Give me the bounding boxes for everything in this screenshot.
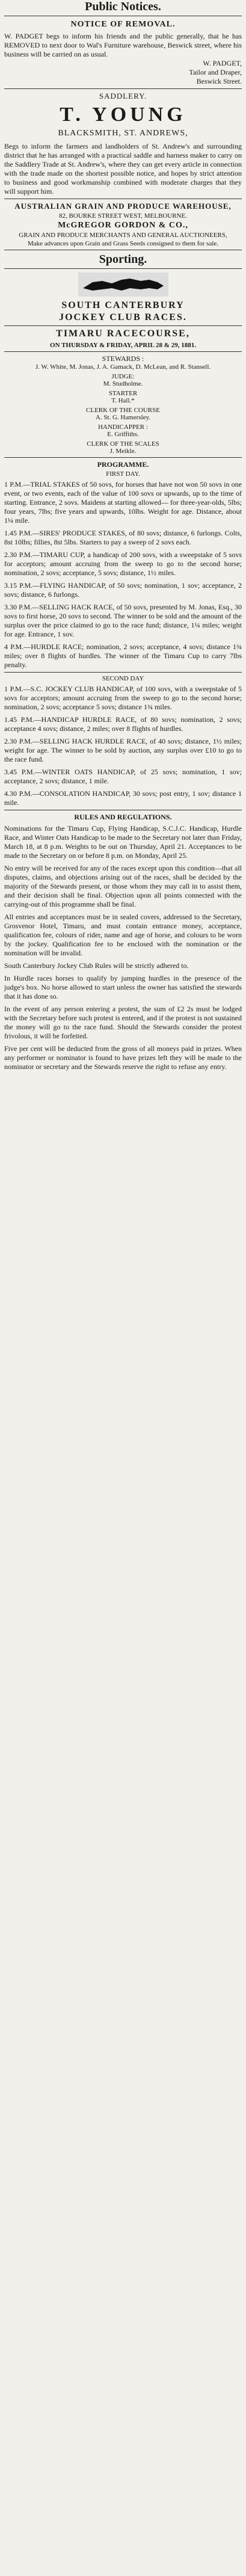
rule-2: No entry will be received for any of the races except upon this condition—that all disputes, claims, and objections arising out of the races, shall be decided by the majority of the Stewards present, or those whom they may call in to assist them, and their decision shall be final. Objection upon all points connected with the carrying-out of this programme shall be final. — [4, 864, 242, 908]
event-day1-6: 4 P.M.—HURDLE RACE; nomination, 2 sovs; acceptance, 4 sovs; distance 1¾ miles; over 8 flights of hurdles. The winner of the Timaru Cup to carry 7lbs penalty. — [4, 642, 242, 669]
scales-name: J. Meikle. — [109, 448, 137, 455]
starter-name: T. Hall.* — [111, 397, 135, 404]
rule-3: All entries and acceptances must be in sealed covers, addressed to the Secretary, Grosvenor Hotel, Timaru, and must contain entrance money, acceptance, qualification fee, colours of rider, name and age of horse, and colours to be worn by the jockey. Qualification fee to be enclosed with the nomination or the nomination will be invalid. — [4, 913, 242, 957]
judge-name: M. Studholme. — [103, 380, 143, 387]
removal-signature-3: Beswick Street. — [196, 77, 242, 85]
handicapper-heading: HANDICAPPER : — [98, 424, 148, 431]
racehorse-icon — [78, 273, 168, 297]
divider — [4, 351, 242, 352]
section-header-public-notices: Public Notices. — [85, 0, 161, 13]
programme-heading: PROGRAMME. — [97, 460, 149, 469]
event-day1-1: 1 P.M.—TRIAL STAKES of 50 sovs, for horses that have not won 50 sovs in one event, or two events, each of the value of 100 sovs or upwards, up to the time of starting. Entrance, 2 sovs. Maidens at starting allowed— for three-year-olds, 5lbs; four years, 7lbs; five years and upwards, 10lbs. Weight for age. Distance, about 1¼ mile. — [4, 480, 242, 525]
grain-line-1: AUSTRALIAN GRAIN AND PRODUCE WAREHOUSE, — [14, 202, 232, 211]
divider — [4, 457, 242, 458]
event-day1-5: 3.30 P.M.—SELLING HACK RACE, of 50 sovs, presented by M. Jonas, Esq., 30 sovs to first horse, 20 sovs to second. The winner to be sold and the amount of the surplus over the price claimed to go to the race fund; distance, 1¼ miles; weight for age. Entrance, 1 sov. — [4, 603, 242, 638]
removal-signature-2: Tailor and Draper, — [189, 68, 242, 76]
stewards-heading: STEWARDS : — [102, 354, 144, 363]
saddlery-subtitle: BLACKSMITH, ST. ANDREWS, — [58, 129, 188, 138]
rule-5: In Hurdle races horses to qualify by jumping hurdles in the presence of the judge's box. No horse allowed to start unless the owner has satisfied the stewards that it has done so. — [4, 974, 242, 1000]
saddlery-title: SADDLERY. — [99, 91, 147, 100]
race-venue: TIMARU RACECOURSE, — [56, 328, 190, 339]
event-day2-4: 3.45 P.M.—WINTER OATS HANDICAP, of 25 sovs; nomination, 1 sov; acceptance, 2 sovs; distance, 1 mile. — [4, 768, 242, 785]
grain-line-4: GRAIN AND PRODUCE MERCHANTS AND GENERAL AUCTIONEERS, — [19, 232, 227, 239]
grain-line-3: McGREGOR GORDON & CO., — [58, 221, 188, 230]
scales-heading: CLERK OF THE SCALES — [87, 440, 159, 448]
event-day2-3: 2.30 P.M.—SELLING HACK HURDLE RACE, of 40 sovs; distance, 1½ miles; weight for age. The winner to be sold by auction, any surplus over £10 to go to the race fund. — [4, 737, 242, 763]
starter-heading: STARTER — [108, 390, 138, 397]
event-day1-3: 2.30 P.M.—TIMARU CUP, a handicap of 200 sovs, with a sweepstake of 5 sovs for acceptors; amount accruing from the sweep to go to the second horse; nomination, 2 sovs; acceptance, 5 sovs; distance, 1½ miles. — [4, 550, 242, 577]
divider — [4, 325, 242, 326]
racehorse-logo — [4, 273, 242, 297]
rules-heading: RULES AND REGULATIONS. — [74, 813, 172, 821]
stewards-names: J. W. White, M. Jonas, J. A. Gamack, D. McLean, and R. Stansell. — [35, 363, 211, 371]
race-date: ON THURSDAY & FRIDAY, APRIL 28 & 29, 1881. — [50, 342, 196, 349]
clerk-name: A. St. G. Hamersley. — [95, 414, 151, 421]
event-day1-4: 3.15 P.M.—FLYING HANDICAP, of 50 sovs; nomination, 1 sov; acceptance, 2 sovs; distance, 6 furlongs. — [4, 581, 242, 599]
clerk-heading: CLERK OF THE COURSE — [86, 407, 160, 414]
race-title-1: SOUTH CANTERBURY — [61, 300, 185, 310]
handicapper-name: E. Griffiths. — [107, 431, 139, 438]
removal-signature-1: W. PADGET, — [203, 59, 242, 67]
event-day2-2: 1.45 P.M.—HANDICAP HURDLE RACE, of 80 sovs; nomination, 2 sovs; acceptance 4 sovs; distance, 2 miles; over 8 flights of hurdles. — [4, 715, 242, 733]
grain-line-2: 82, BOURKE STREET WEST, MELBOURNE. — [59, 212, 187, 220]
saddlery-body: Begs to inform the farmers and landholders of St. Andrew's and surrounding district that he has arranged with a practical saddle and harness maker to carry on the Saddlery Trade at St. Andrew's, where they can get every article in connection with the trade made on the shortest possible notice, and hopes by strict attention to business and good workmanship combined with moderate charges that they will support him. — [4, 142, 242, 196]
rule-6: In the event of any person entering a protest, the sum of £2 2s must be lodged with the Secretary before such protest is entered, and if the protest is not sustained the money will go to the race fund. Should the Stewards consider the protest frivolous, it will be forfeited. — [4, 1005, 242, 1040]
divider — [4, 268, 242, 269]
removal-title: NOTICE OF REMOVAL. — [70, 20, 176, 29]
divider — [4, 672, 242, 673]
event-day2-5: 4.30 P.M.—CONSOLATION HANDICAP, 30 sovs; post entry, 1 sov; distance 1 mile. — [4, 789, 242, 807]
event-day2-1: 1 P.M.—S.C. JOCKEY CLUB HANDICAP, of 100 sovs, with a sweepstake of 5 sovs for acceptors; amount accruing from the sweep to go to the second horse; nomination, 2 sovs; acceptance 5 sovs; distance 1¾ miles. — [4, 685, 242, 711]
first-day-heading: FIRST DAY. — [106, 470, 140, 478]
rule-7: Five per cent will be deducted from the gross of all moneys paid in prizes. When any performer or nominator is found to have prizes left they will be made to the nominator or secretary and the Stewards reserve the right to refuse any entry. — [4, 1044, 242, 1071]
grain-line-5: Make advances upon Grain and Grass Seeds consigned to them for sale. — [27, 240, 219, 247]
divider — [4, 88, 242, 89]
section-header-sporting: Sporting. — [99, 253, 147, 266]
race-title-2: JOCKEY CLUB RACES. — [59, 312, 187, 322]
rule-4: South Canterbury Jockey Club Rules will be strictly adhered to. — [4, 961, 189, 970]
judge-heading: JUDGE: — [111, 373, 135, 380]
event-day1-2: 1.45 P.M.—SIRES' PRODUCE STAKES, of 80 sovs; distance, 6 furlongs. Colts, 8st 10lbs; fillies, 8st 5lbs. Starters to pay a sweep of 2 sovs each. — [4, 529, 242, 546]
second-day-heading: SECOND DAY — [102, 675, 144, 682]
content-column — [4, 0, 242, 1071]
rule-1: Nominations for the Timaru Cup, Flying Handicap, S.C.J.C. Handicap, Hurdle Race, and Winter Oats Handicap to be made to the Secretary not later than Friday, March 18, at 8 p.m. Weights to be out on Thursday, April 21. Acceptances to be made to the Secretary on or before 8 p.m. on Monday, April 25. — [4, 824, 242, 860]
removal-body: W. PADGET begs to inform his friends and the public generally, that he has REMOVED to next door to Wal's Furniture warehouse, Beswick street, where his business will be carried on as usual. — [4, 32, 242, 58]
saddlery-name: T. YOUNG — [60, 103, 186, 126]
